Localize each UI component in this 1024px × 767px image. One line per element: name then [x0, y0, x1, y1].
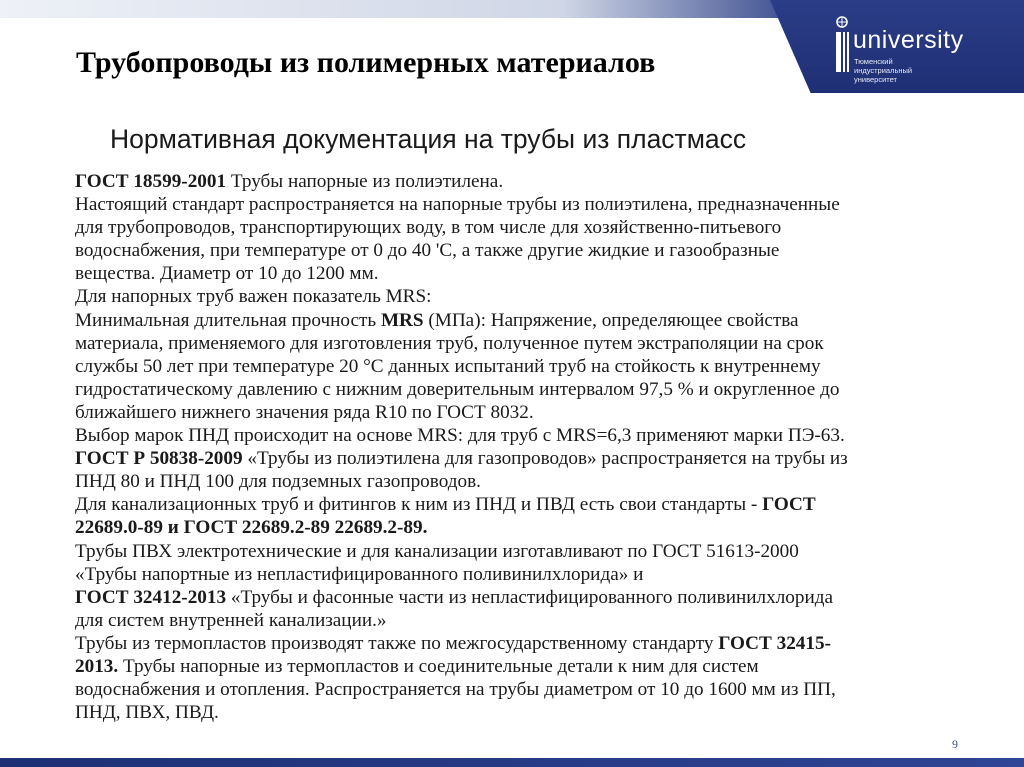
text-segment: водоснабжения и отопления. Распространяется на трубы диаметром от 10 до 1600 мм из ПП,	[75, 679, 836, 701]
text-line	[75, 447, 975, 470]
bold-segment: 22689.0-89 и ГОСТ 22689.2-89 22689.2-89.	[75, 517, 428, 539]
text-segment: водоснабжения, при температуре от 0 до 40 'С, а также другие жидкие и газообразные	[75, 240, 780, 262]
text-line	[75, 586, 975, 609]
text-line	[75, 332, 975, 355]
bottom-decor-bar	[0, 758, 1024, 767]
text-segment: «Трубы и фасонные части из непластифицированного поливинилхлорида	[226, 586, 834, 608]
document-body	[75, 170, 975, 724]
text-line	[75, 470, 975, 493]
bold-segment: ГОСТ	[762, 494, 816, 516]
text-line	[75, 378, 975, 401]
text-line	[75, 563, 975, 586]
text-segment: материала, применяемого для изготовления труб, полученное путем экстраполяции на срок	[75, 332, 824, 354]
bold-segment: ГОСТ 32412-2013	[75, 586, 227, 608]
text-line	[75, 540, 975, 563]
text-line	[75, 632, 975, 655]
bold-segment: ГОСТ 32415-	[718, 632, 831, 654]
text-segment: ближайшего нижнего значения ряда R10 по ГОСТ 8032.	[75, 401, 534, 423]
text-segment: Для канализационных труб и фитингов к ним из ПНД и ПВД есть свои стандарты -	[75, 494, 763, 516]
text-segment: Трубы напорные из термопластов и соединительные детали к ним для систем	[118, 655, 759, 677]
text-line	[75, 493, 975, 516]
text-line	[75, 239, 975, 262]
text-line	[75, 655, 975, 678]
text-segment: «Трубы из полиэтилена для газопроводов» распространяется на трубы из	[242, 448, 848, 470]
text-line	[75, 262, 975, 285]
text-line	[75, 678, 975, 701]
text-line	[75, 170, 975, 193]
text-segment: «Трубы напортные из непластифицированного поливинилхлорида» и	[75, 563, 644, 585]
bold-segment: 2013.	[75, 655, 119, 677]
university-emblem-icon	[833, 16, 851, 72]
text-segment: службы 50 лет при температуре 20 °С данных испытаний труб на стойкость к внутреннему	[75, 355, 821, 377]
logo-subtitle-line: Тюменский	[854, 57, 893, 66]
page-number: 9	[952, 737, 958, 751]
text-segment: гидростатическому давлению с нижним доверительным интервалом 97,5 % и округленное до	[75, 378, 840, 400]
bold-segment: ГОСТ Р 50838-2009	[75, 448, 243, 470]
text-line	[75, 516, 975, 539]
text-segment: для трубопроводов, транспортирующих воду, в том числе для хозяйственно-питьевого	[75, 217, 782, 239]
text-segment: Трубы из термопластов производят также по межгосударственному стандарту	[75, 632, 719, 654]
text-line	[75, 701, 975, 724]
page-title: Трубопроводы из полимерных материалов	[76, 46, 656, 79]
text-segment: Для напорных труб важен показатель MRS:	[75, 286, 432, 308]
logo-subtitle	[854, 57, 934, 84]
university-logo	[833, 14, 993, 84]
text-line	[75, 609, 975, 632]
section-heading: Нормативная документация на трубы из пластмасс	[110, 124, 747, 154]
text-segment: Минимальная длительная прочность	[75, 309, 381, 331]
text-line	[75, 193, 975, 216]
text-segment: Выбор марок ПНД происходит на основе MRS: для труб с MRS=6,3 применяют марки ПЭ-63.	[75, 425, 845, 447]
text-segment: (МПа): Напряжение, определяющее свойства	[423, 309, 799, 331]
text-line	[75, 355, 975, 378]
text-segment: для систем внутренней канализации.»	[75, 609, 387, 631]
text-segment: Настоящий стандарт распространяется на напорные трубы из полиэтилена, предназначенные	[75, 194, 840, 216]
text-line	[75, 309, 975, 332]
text-line	[75, 216, 975, 239]
text-segment: Трубы напорные из полиэтилена.	[226, 171, 504, 192]
text-segment: Трубы ПВХ электротехнические и для канализации изготавливают по ГОСТ 51613-2000	[75, 540, 799, 562]
text-segment: ПНД 80 и ПНД 100 для подземных газопроводов.	[75, 471, 481, 493]
bold-segment: ГОСТ 18599-2001	[75, 171, 227, 192]
bold-segment: MRS	[380, 309, 424, 331]
text-segment: вещества. Диаметр от 10 до 1200 мм.	[75, 263, 379, 285]
text-line	[75, 285, 975, 308]
text-line	[75, 424, 975, 447]
text-line	[75, 401, 975, 424]
logo-subtitle-line: университет	[854, 75, 897, 84]
text-segment: ПНД, ПВХ, ПВД.	[75, 702, 219, 724]
logo-subtitle-line: индустриальный	[854, 66, 913, 75]
logo-wordmark: university	[853, 26, 964, 54]
